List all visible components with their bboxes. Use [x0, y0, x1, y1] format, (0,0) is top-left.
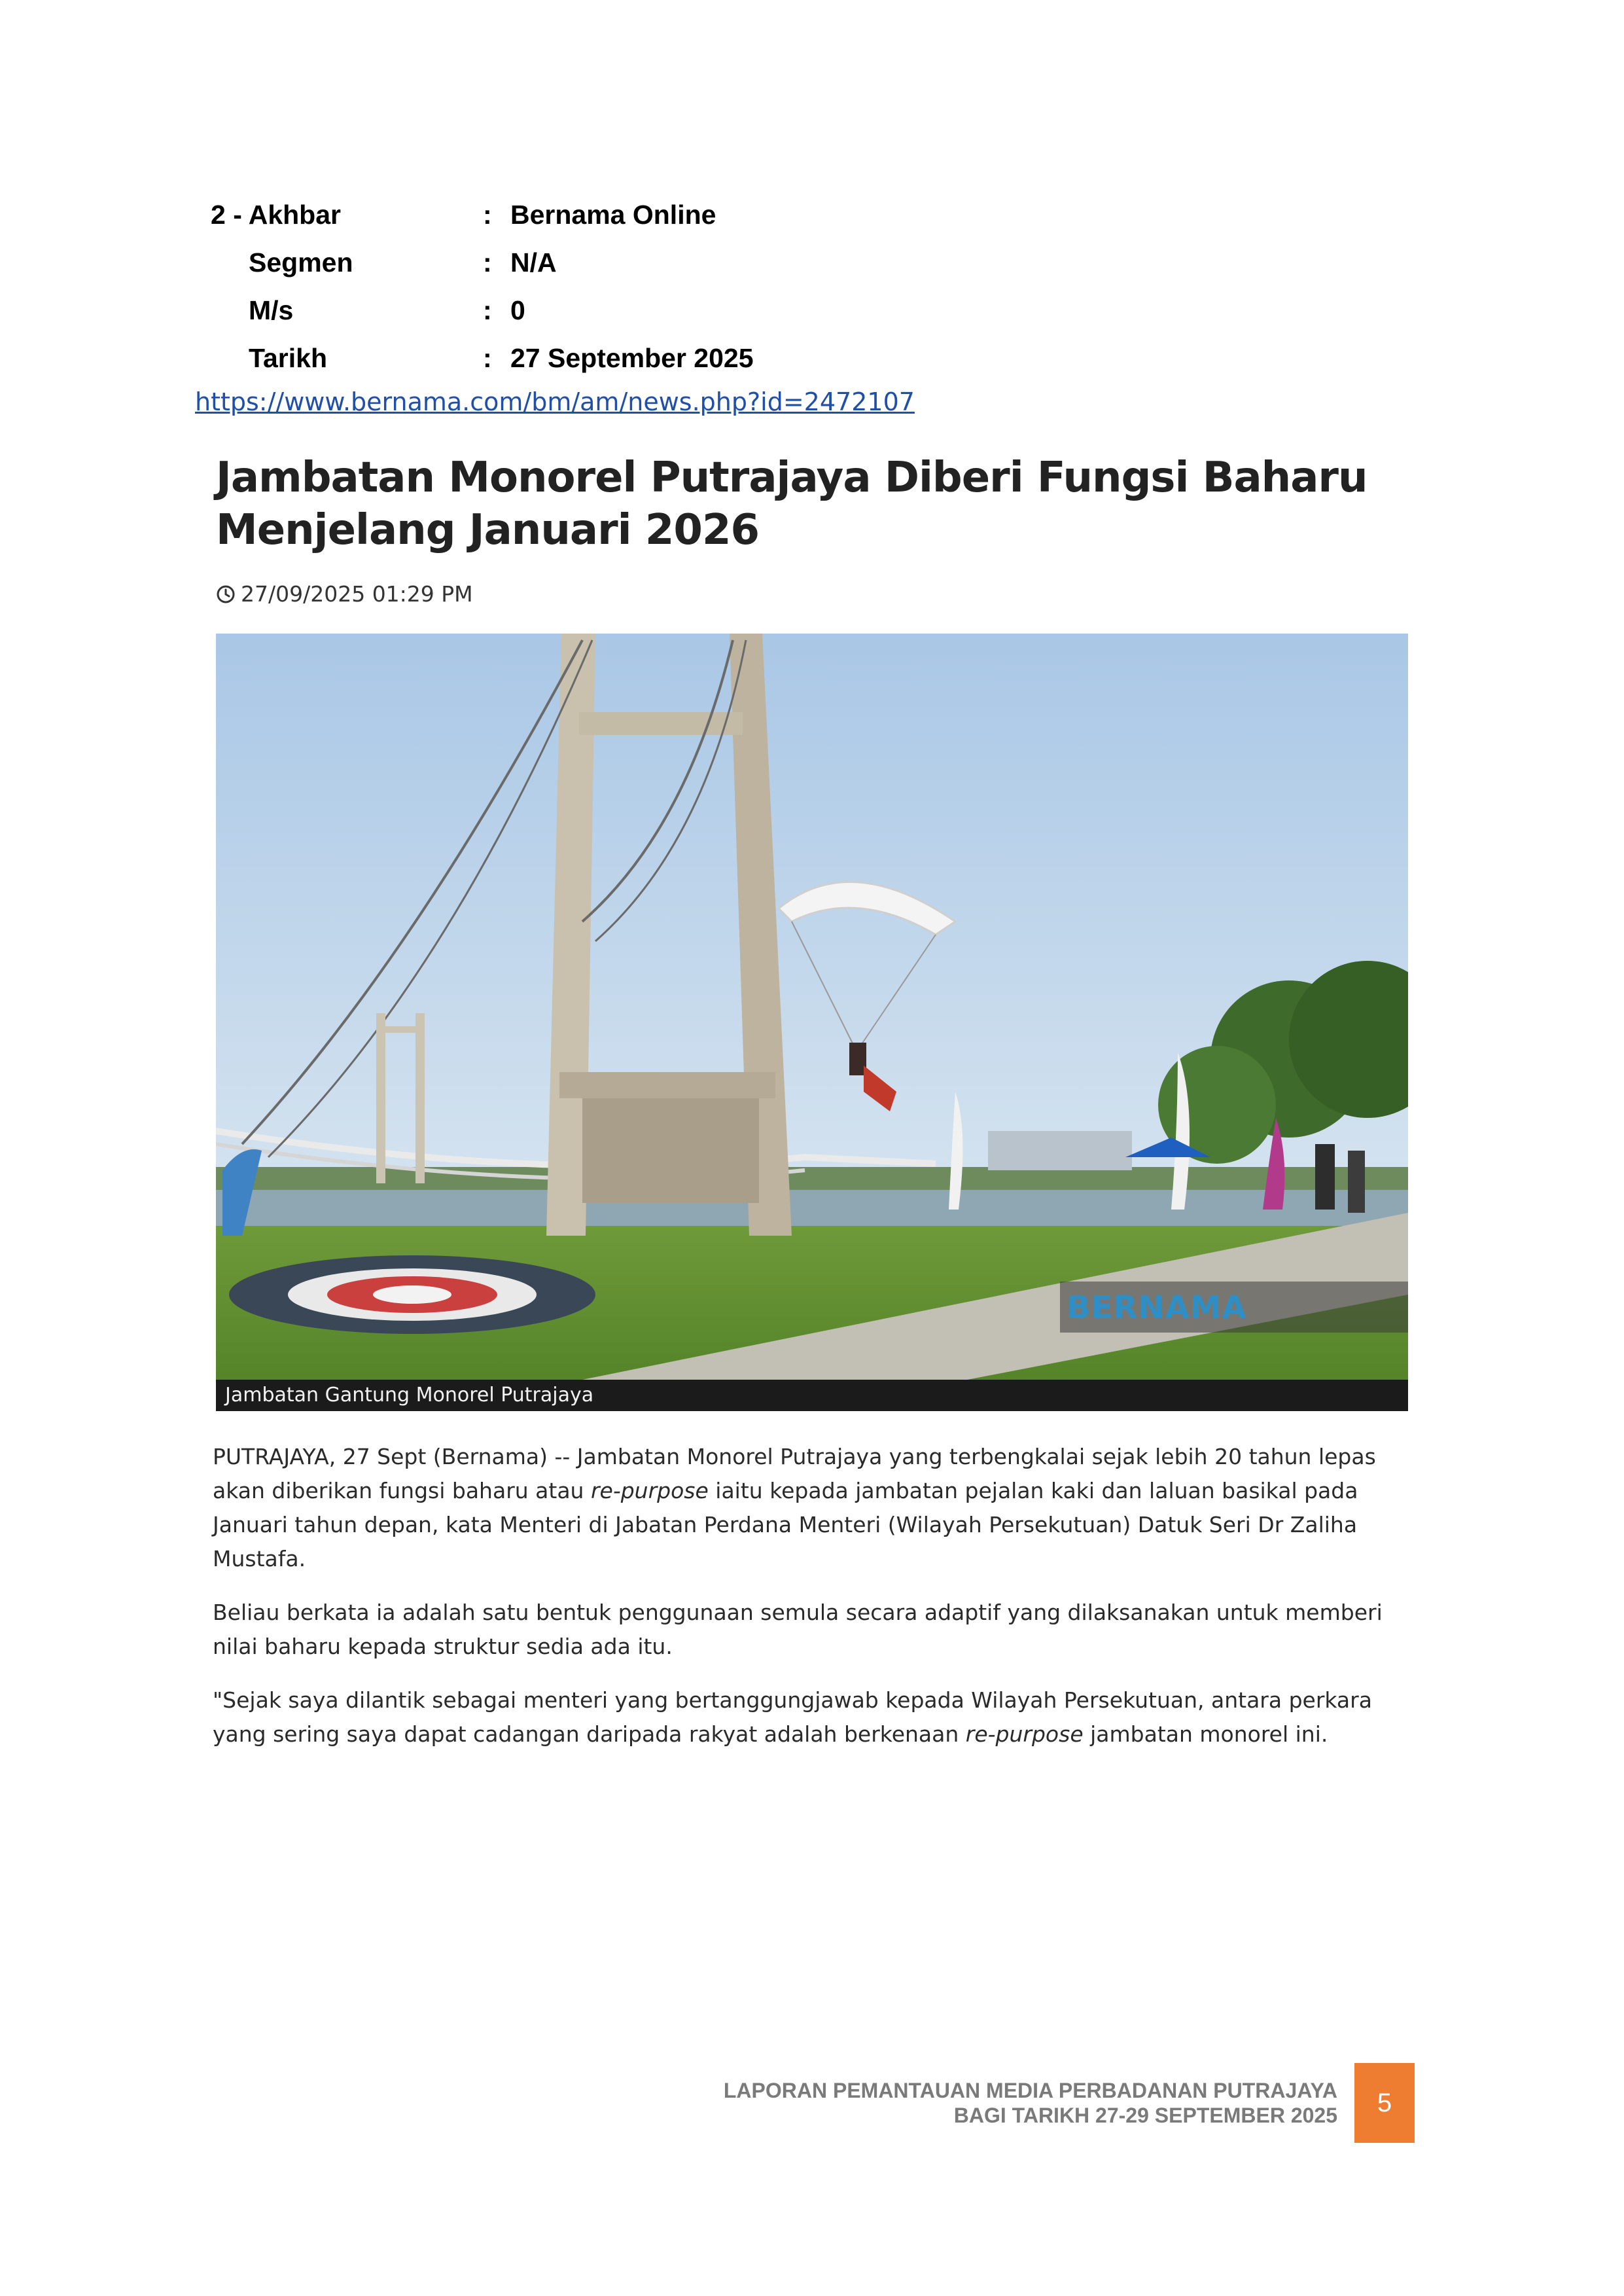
article-headline: Jambatan Monorel Putrajaya Diberi Fungsi Baharu Menjelang Januari 2026 [216, 454, 1368, 554]
photo-caption: Jambatan Gantung Monorel Putrajaya [225, 1384, 594, 1407]
paragraph-text: iaitu kepada jambatan pejalan kaki dan laluan basikal pada Januari tahun depan, kata Menteri di Jabatan Perdana Menteri (Wilayah Persekutuan) Datuk Seri Dr Zaliha Mustafa. [213, 1478, 1358, 1571]
meta-value: Bernama Online [510, 200, 716, 230]
page-number: 5 [1377, 2088, 1392, 2117]
page-number-badge [1354, 2063, 1415, 2143]
meta-row-akhbar [211, 191, 754, 239]
article-timestamp: 27/09/2025 01:29 PM [241, 581, 473, 607]
meta-value: 0 [510, 295, 525, 325]
meta-colon: : [483, 200, 492, 230]
paragraph-text: "Sejak saya dilantik sebagai menteri yang bertanggungjawab kepada Wilayah Persekutuan, antara perkara yang sering saya dapat cadangan daripada rakyat adalah berkenaan [213, 1687, 1372, 1747]
meta-value: N/A [510, 247, 557, 278]
article-body [213, 1440, 1417, 1771]
article-dateline [216, 581, 473, 607]
report-footer [724, 2078, 1337, 2128]
meta-colon: : [483, 247, 492, 278]
report-metadata [211, 191, 754, 382]
meta-label: Segmen [249, 247, 353, 278]
source-link[interactable]: https://www.bernama.com/bm/am/news.php?id=2472107 [195, 387, 915, 416]
meta-row-segmen [211, 239, 754, 287]
article-paragraph-3 [213, 1683, 1417, 1751]
meta-colon: : [483, 295, 492, 325]
paragraph-text: jambatan monorel ini. [1083, 1721, 1328, 1747]
meta-row-tarikh [211, 334, 754, 382]
meta-row-ms [211, 287, 754, 334]
meta-label: M/s [249, 295, 294, 325]
article-photo [216, 634, 1408, 1411]
footer-line-1: LAPORAN PEMANTAUAN MEDIA PERBADANAN PUTRAJAYA [723, 2079, 1337, 2102]
article-paragraph-1 [213, 1440, 1417, 1576]
meta-label: 2 - Akhbar [211, 200, 341, 230]
footer-line-2: BAGI TARIKH 27-29 SEPTEMBER 2025 [953, 2104, 1337, 2127]
paragraph-emphasis: re-purpose [590, 1478, 709, 1503]
meta-colon: : [483, 343, 492, 373]
photo-watermark: BERNAMA [1067, 1289, 1247, 1326]
meta-label: Tarikh [249, 343, 327, 373]
paragraph-text: PUTRAJAYA, 27 Sept (Bernama) -- Jambatan Monorel Putrajaya yang terbengkalai sejak lebih 20 tahun lepas akan diberikan fungsi baharu atau [213, 1444, 1376, 1503]
article-paragraph-2: Beliau berkata ia adalah satu bentuk penggunaan semula secara adaptif yang dilaksanakan untuk memberi nilai baharu kepada struktur sedia ada itu. [213, 1600, 1383, 1659]
paragraph-emphasis: re-purpose [965, 1721, 1084, 1747]
clock-icon [216, 584, 236, 604]
meta-value: 27 September 2025 [510, 343, 754, 373]
photo-caption-bar [216, 1380, 1408, 1411]
